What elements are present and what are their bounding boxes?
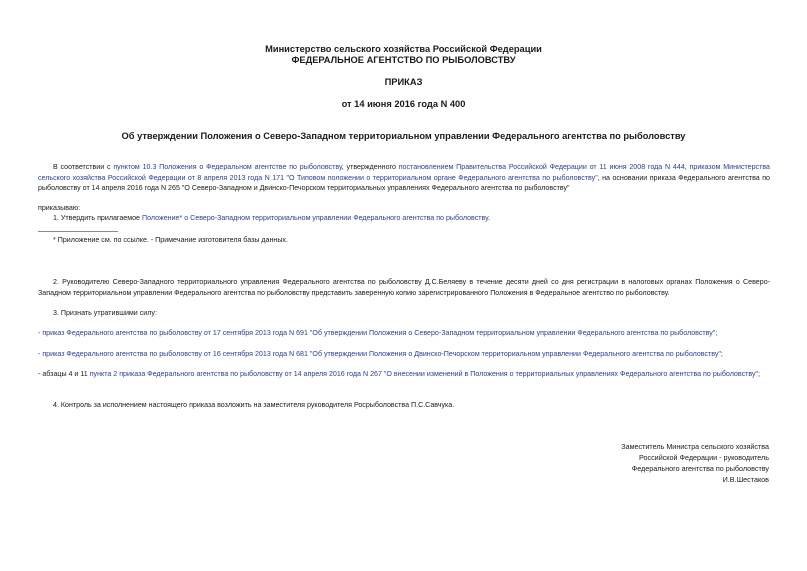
footnote: * Приложение см. по ссылке. - Примечание изготовителя базы данных. bbox=[53, 236, 288, 244]
signatory-name: И.В.Шестаков bbox=[722, 475, 769, 484]
signature-line: Федерального агентства по рыболовству bbox=[631, 464, 769, 473]
preamble-text: , утвержденного bbox=[341, 163, 399, 171]
agency-regulation-link[interactable]: пунктом 10.3 Положения о Федеральном агентстве по рыболовству bbox=[113, 163, 342, 171]
signature-line: Заместитель Министра сельского хозяйства bbox=[621, 442, 769, 451]
repeal-order-267-link[interactable]: пункта 2 приказа Федерального агентства по рыболовству от 14 апреля 2016 года N 267 "О внесении изменений в Положения о территориальных управлениях Федерального агентства по рыболовству" bbox=[89, 370, 759, 378]
doc-type-heading: ПРИКАЗ bbox=[384, 77, 423, 87]
repeal-3-suffix: ; bbox=[758, 370, 761, 378]
repeal-3-text: - абзацы 4 и 11 bbox=[38, 370, 90, 378]
preamble-text: В соответствии с bbox=[53, 163, 114, 171]
preamble-text: , на основании приказа Федерального агентства по рыболовству от 14 апреля 2016 года N 265 "О Северо-Западном и Двинско-Печорском территориальных управлениях Федерального агентства по рыболовству" bbox=[38, 173, 770, 192]
government-decree-link[interactable]: постановлением Правительства Российской Федерации от 11 июня 2008 года N 444 bbox=[398, 163, 685, 171]
repeal-order-681-link[interactable]: - приказ Федерального агентства по рыболовству от 16 сентября 2013 года N 681 "Об утверждении Положения о Двинско-Печорском территориальном управлении Федерального агентства по рыболовству"; bbox=[38, 350, 723, 358]
item-3: 3. Признать утратившими силу: bbox=[53, 309, 157, 317]
document-title: Об утверждении Положения о Северо-Западном территориальном управлении Федерального агентства по рыболовству bbox=[121, 131, 686, 141]
order-word: приказываю: bbox=[38, 204, 81, 212]
footnote-divider bbox=[38, 231, 118, 232]
ministry-heading: Министерство сельского хозяйства Российской Федерации bbox=[265, 44, 542, 54]
ministry-order-link[interactable]: приказом Министерства сельского хозяйства Российской Федерации от 8 апреля 2013 года N 171 "О Типовом положении о территориальном органе Федерального агентства по рыболовству" bbox=[38, 163, 770, 182]
preamble-paragraph bbox=[38, 162, 770, 194]
item-4: 4. Контроль за исполнением настоящего приказа возложить на заместителя руководителя Росрыболовства П.С.Савчука. bbox=[53, 401, 455, 409]
signature-block bbox=[549, 441, 769, 485]
agency-heading: ФЕДЕРАЛЬНОЕ АГЕНТСТВО ПО РЫБОЛОВСТВУ bbox=[291, 55, 516, 65]
item-2: 2. Руководителю Северо-Западного территориального управления Федерального агентства по рыболовству Д.С.Беляеву в течение десяти дней со дня регистрации в налоговых органах Положения о Северо-Западном территориальном управлении Федерального агентства по рыболовству представить заверенную копию зарегистрированного Положения в Федеральное агентство по рыболовству. bbox=[38, 278, 770, 297]
repeal-order-691-link[interactable]: - приказ Федерального агентства по рыболовству от 17 сентября 2013 года N 691 "Об утверждении Положения о Северо-Западном территориальном управлении Федерального агентства по рыболовству"; bbox=[38, 329, 718, 337]
date-number-heading: от 14 июня 2016 года N 400 bbox=[341, 99, 466, 109]
repeal-item-3 bbox=[38, 369, 770, 380]
item-1-suffix: . bbox=[487, 214, 490, 222]
item-1 bbox=[38, 213, 770, 224]
preamble-text: , bbox=[684, 163, 690, 171]
regulation-appendix-link[interactable]: Положение* о Северо-Западном территориальном управлении Федерального агентства по рыболовству bbox=[141, 214, 488, 222]
signature-line: Российской Федерации - руководитель bbox=[639, 453, 769, 462]
item-1-text: 1. Утвердить прилагаемое bbox=[53, 214, 142, 222]
